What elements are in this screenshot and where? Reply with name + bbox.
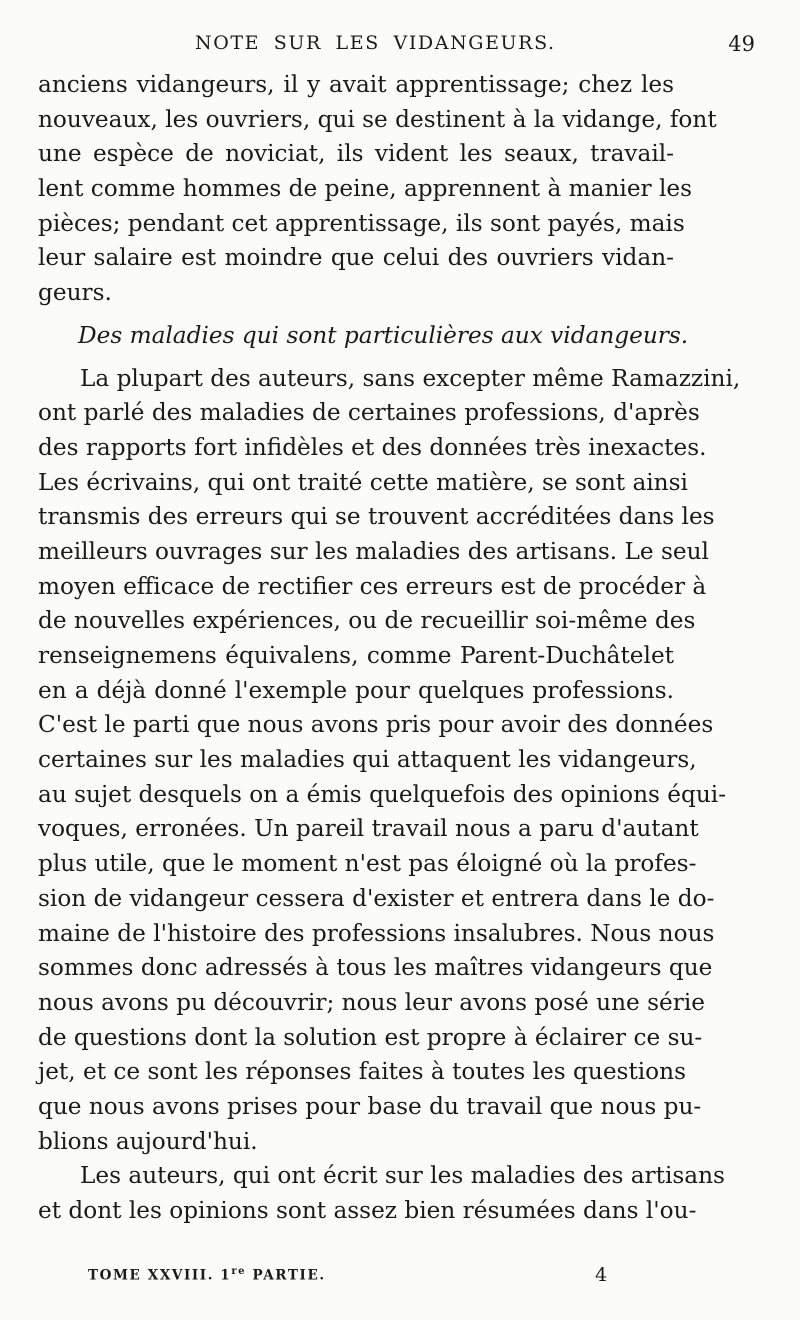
text-line: sommes donc adressés à tous les maîtres vidangeurs que <box>38 954 713 982</box>
text-line: que nous avons prises pour base du travail que nous pu- <box>38 1092 702 1120</box>
text-line: nouveaux, les ouvriers, qui se destinent à la vidange, font <box>38 105 717 133</box>
signature-ordinal: re <box>231 1266 247 1277</box>
text-line: La plupart des auteurs, sans excepter même Ramazzini, <box>80 364 741 392</box>
text-line: geurs. <box>38 279 112 307</box>
text-line: meilleurs ouvrages sur les maladies des artisans. Le seul <box>38 537 709 565</box>
text-line: C'est le parti que nous avons pris pour avoir des données <box>38 711 714 739</box>
text-line: maine de l'histoire des professions insalubres. Nous nous <box>38 919 715 947</box>
text-line: ont parlé des maladies de certaines professions, d'après <box>38 399 700 427</box>
text-line: en a déjà donné l'exemple pour quelques professions. <box>38 676 674 704</box>
sheet-number: 4 <box>595 1264 608 1286</box>
text-line: nous avons pu découvrir; nous leur avons posé une série <box>38 988 705 1016</box>
text-line: blions aujourd'hui. <box>38 1127 258 1155</box>
running-title: NOTE SUR LES VIDANGEURS. <box>195 32 556 54</box>
text-line: voques, erronées. Un pareil travail nous a paru d'autant <box>38 815 699 843</box>
running-head <box>40 32 755 62</box>
page-number: 49 <box>728 32 755 56</box>
signature-suffix: PARTIE. <box>246 1267 326 1284</box>
text-line: et dont les opinions sont assez bien résumées dans l'ou- <box>38 1197 697 1224</box>
text-line: leur salaire est moindre que celui des ouvriers vidan- <box>38 244 674 272</box>
text-line: plus utile, que le moment n'est pas éloigné où la profes- <box>38 850 697 878</box>
section-heading: Des maladies qui sont particulières aux vidangeurs. <box>78 321 689 349</box>
text-line: de questions dont la solution est propre à éclairer ce su- <box>38 1023 703 1051</box>
text-line: anciens vidangeurs, il y avait apprentissage; chez les <box>38 71 674 98</box>
text-line: transmis des erreurs qui se trouvent accréditées dans les <box>38 503 715 531</box>
text-line: une espèce de noviciat, ils vident les seaux, travail- <box>38 140 674 168</box>
text-line: sion de vidangeur cessera d'exister et entrera dans le do- <box>38 884 715 912</box>
text-line: Les écrivains, qui ont traité cette matière, se sont ainsi <box>38 468 688 496</box>
signature-mark <box>88 1266 326 1284</box>
text-line: jet, et ce sont les réponses faites à toutes les questions <box>38 1058 686 1086</box>
page-footer <box>40 1264 680 1290</box>
text-line: pièces; pendant cet apprentissage, ils sont payés, mais <box>38 209 685 237</box>
text-line: de nouvelles expériences, ou de recueillir soi-même des <box>38 607 696 635</box>
text-line: Les auteurs, qui ont écrit sur les maladies des artisans <box>80 1162 725 1190</box>
text-line: moyen efficace de rectifier ces erreurs est de procéder à <box>38 572 707 600</box>
text-line: des rapports fort infidèles et des données très inexactes. <box>38 433 707 461</box>
text-line: renseignemens équivalens, comme Parent-Duchâtelet <box>38 642 674 669</box>
body-text <box>38 68 741 1229</box>
signature-prefix: TOME XXVIII. 1 <box>88 1267 232 1284</box>
text-line: lent comme hommes de peine, apprennent à manier les <box>38 175 693 203</box>
text-line: au sujet desquels on a émis quelquefois des opinions équi- <box>38 780 727 808</box>
text-line: certaines sur les maladies qui attaquent les vidangeurs, <box>38 746 697 774</box>
